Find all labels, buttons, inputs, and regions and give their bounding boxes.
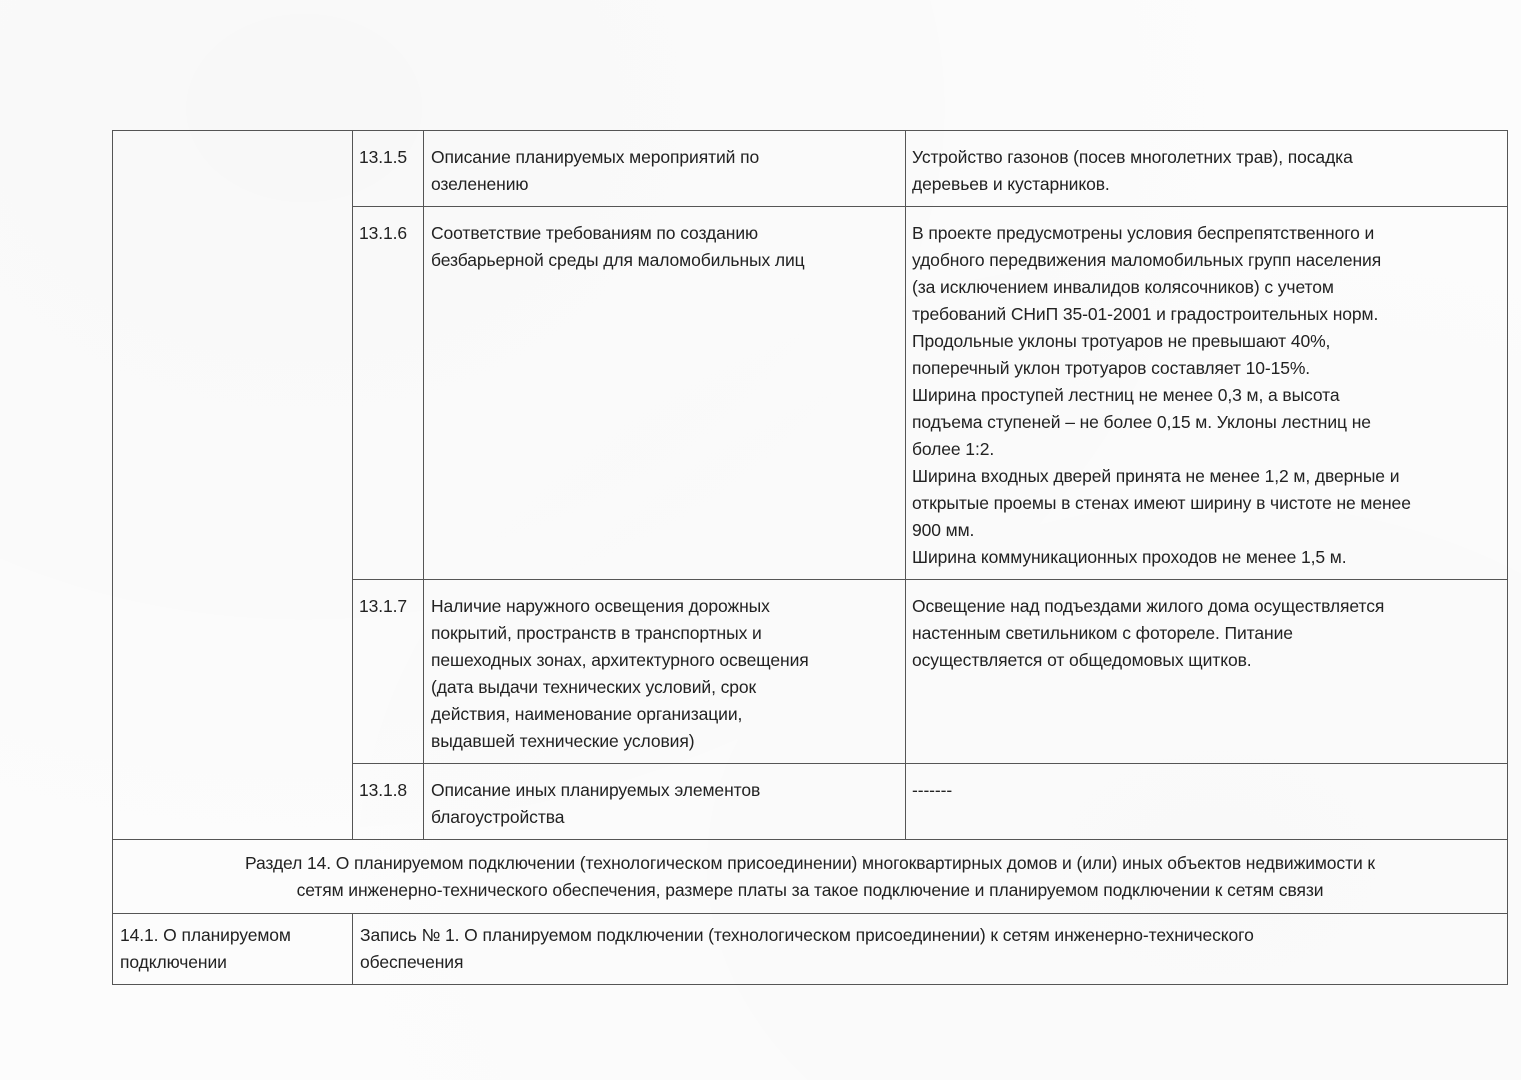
section-14-title [113, 840, 1508, 914]
value-cell [906, 131, 1508, 207]
text-line: (за исключением инвалидов колясочников) с учетом [912, 277, 1334, 297]
text-line: Описание иных планируемых элементов [431, 780, 761, 800]
text-line: 14.1. О планируемом [120, 925, 291, 945]
text-line: Запись № 1. О планируемом подключении (технологическом присоединении) к сетям инженерно-технического [360, 925, 1254, 945]
text-line: В проекте предусмотрены условия беспрепятственного и [912, 223, 1375, 243]
text-line: (дата выдачи технических условий, срок [431, 677, 757, 697]
text-line: 900 мм. [912, 520, 975, 540]
parameter-cell [424, 764, 906, 840]
item-code: 13.1.7 [353, 580, 424, 764]
text-line: требований СНиП 35-01-2001 и градостроительных норм. [912, 304, 1379, 324]
text-line: подключении [120, 952, 227, 972]
text-line: выдавшей технические условия) [431, 731, 695, 751]
text-line: Ширина коммуникационных проходов не менее 1,5 м. [912, 547, 1347, 567]
value-cell [906, 580, 1508, 764]
text-line: благоустройства [431, 807, 565, 827]
text-line: Соответствие требованиям по созданию [431, 223, 759, 243]
text-line: сетям инженерно-технического обеспечения, размере платы за такое подключение и планируемом подключении к сетям связи [296, 880, 1324, 900]
section-13-label-cell [113, 131, 353, 840]
text-line: более 1:2. [912, 439, 995, 459]
item-code: 13.1.6 [353, 207, 424, 580]
table-row [113, 131, 1508, 207]
parameter-cell [424, 207, 906, 580]
text-line: безбарьерной среды для маломобильных лиц [431, 250, 805, 270]
text-line: настенным светильником с фотореле. Питание [912, 623, 1293, 643]
record-title [353, 914, 1508, 985]
section-14-header-row [113, 840, 1508, 914]
table-row [113, 914, 1508, 985]
text-line: удобного передвижения маломобильных групп населения [912, 250, 1382, 270]
text-line: озеленению [431, 174, 529, 194]
item-code: 13.1.5 [353, 131, 424, 207]
text-line: Ширина входных дверей принята не менее 1,2 м, дверные и [912, 466, 1400, 486]
text-line: покрытий, пространств в транспортных и [431, 623, 762, 643]
text-line: обеспечения [360, 952, 464, 972]
subsection-label [113, 914, 353, 985]
text-line: Раздел 14. О планируемом подключении (технологическом присоединении) многоквартирных домов и (или) иных объектов недвижимости к [244, 853, 1375, 873]
text-line: Описание планируемых мероприятий по [431, 147, 760, 167]
value-cell [906, 764, 1508, 840]
text-line: осуществляется от общедомовых щитков. [912, 650, 1252, 670]
item-code: 13.1.8 [353, 764, 424, 840]
text-line: открытые проемы в стенах имеют ширину в чистоте не менее [912, 493, 1411, 513]
text-line: действия, наименование организации, [431, 704, 743, 724]
text-line: Устройство газонов (посев многолетних трав), посадка [912, 147, 1353, 167]
text-line: подъема ступеней – не более 0,15 м. Уклоны лестниц не [912, 412, 1371, 432]
parameter-cell [424, 131, 906, 207]
text-line: деревьев и кустарников. [912, 174, 1110, 194]
text-line: Ширина проступей лестниц не менее 0,3 м, а высота [912, 385, 1340, 405]
parameter-cell [424, 580, 906, 764]
value-cell [906, 207, 1508, 580]
text-line: ------- [912, 780, 953, 800]
text-line: пешеходных зонах, архитектурного освещения [431, 650, 809, 670]
text-line: Наличие наружного освещения дорожных [431, 596, 770, 616]
text-line: поперечный уклон тротуаров составляет 10-15%. [912, 358, 1311, 378]
text-line: Продольные уклоны тротуаров не превышают 40%, [912, 331, 1331, 351]
document-table [112, 130, 1508, 985]
text-line: Освещение над подъездами жилого дома осуществляется [912, 596, 1385, 616]
